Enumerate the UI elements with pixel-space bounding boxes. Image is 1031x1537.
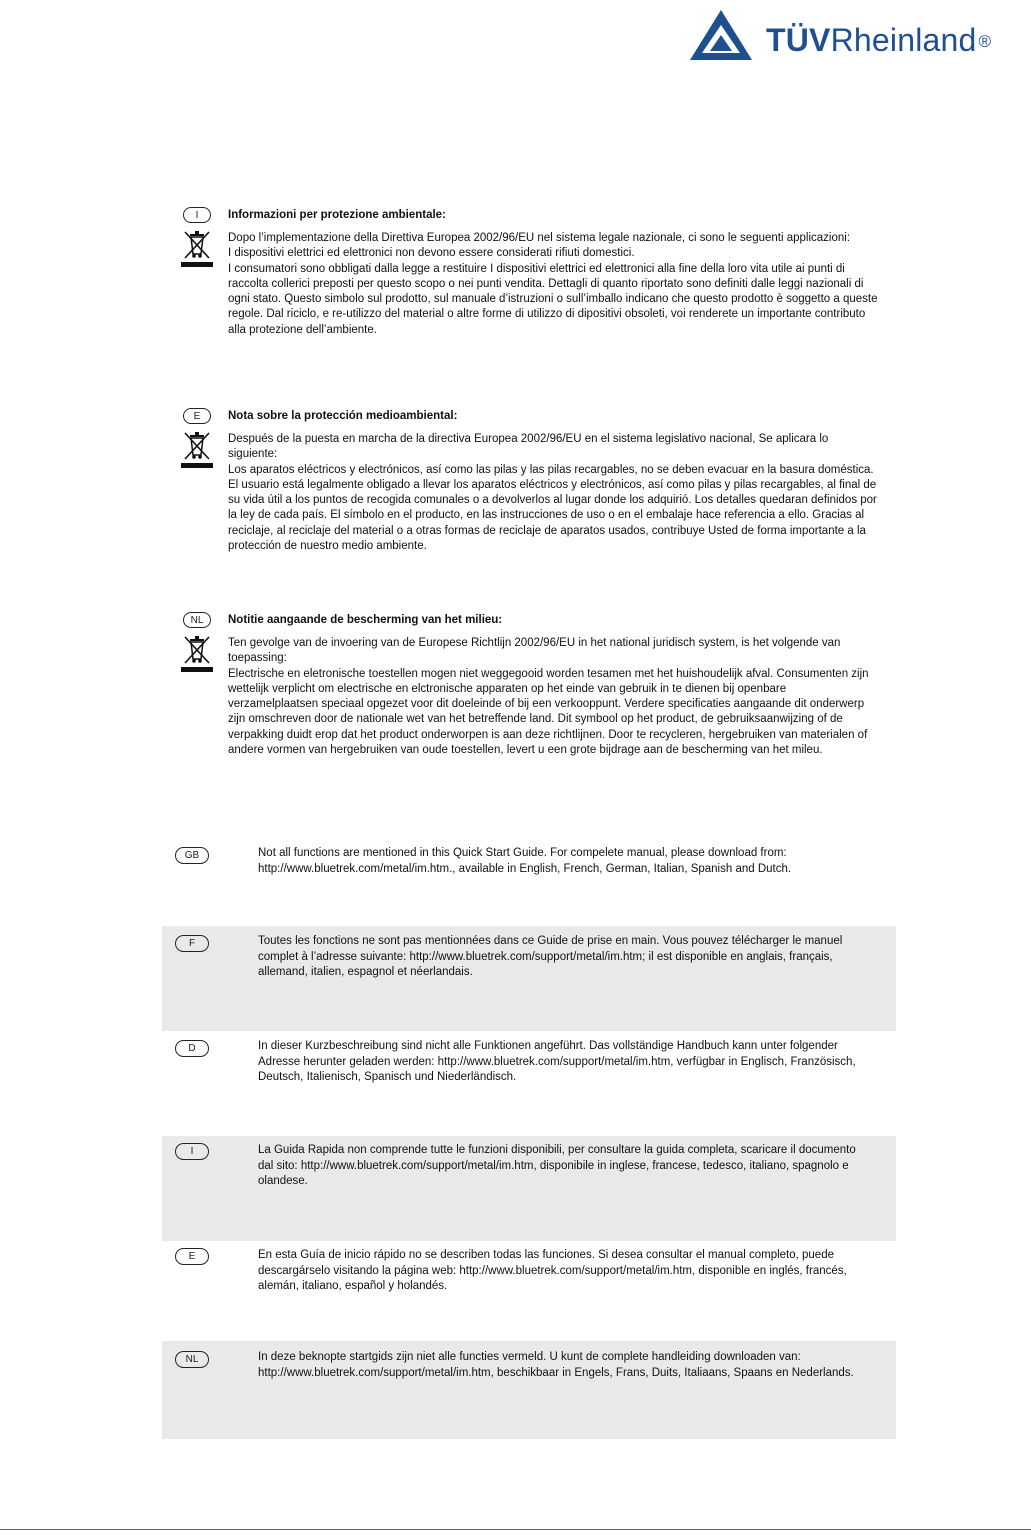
language-badge: I — [175, 1143, 209, 1160]
language-badge: GB — [175, 847, 209, 864]
language-badge: E — [183, 408, 211, 424]
quickstart-de — [162, 1031, 896, 1136]
quickstart-text: Not all functions are mentioned in this Quick Start Guide. For compelete manual, please download from: http://www.bluetrek.com/metal/im.htm., available in English, French, German, Italian, Spanish and Dutch. — [258, 847, 792, 875]
section-body: Después de la puesta en marcha de la directiva Europea 2002/96/EU en el sistema legislativo nacional, Se aplicara lo siguiente: Los aparatos eléctricos y electrónicos, así como las pilas y las pilas recargables, no se deben evacuar en la basura doméstica. El usuario está legalmente obligado a llevar los aparatos eléctricos y electrónicos, así como pilas y pilas recargables, al final de su vida útil a los puntos de recogida comunales o a devolverlos al lugar donde los adquirió. Los detalles quedaran definidos por la ley de cada país. El símbolo en el producto, en las instrucciones de uso o en el embalaje hace referencia a ello. Gracias al reciclaje, al reciclaje del material o a otras formas de reciclaje de aparatos usados, contribuye Usted de forma importante a la protección de nuestro medio ambiente. — [228, 433, 877, 553]
language-badge: NL — [183, 612, 211, 628]
bin-underline-bar — [181, 262, 213, 267]
crossed-bin-icon — [180, 227, 214, 261]
quickstart-text: La Guida Rapida non comprende tutte le funzioni disponibili, per consultare la guida completa, scaricare il documento dal sito: http://www.bluetrek.com/support/metal/im.htm, disponibile in inglese, francese, tedesco, italiano, spagnolo e olandese. — [258, 1144, 856, 1187]
section-heading: Nota sobre la protección medioambiental: — [228, 410, 458, 422]
brand-name: TÜVRheinland ® — [766, 22, 992, 58]
triangle-logo-icon — [688, 8, 754, 64]
quickstart-fr — [162, 926, 896, 1031]
env-section-it — [180, 207, 880, 382]
section-body: Ten gevolge van de invoering van de Europese Richtlijn 2002/96/EU in het national juridisch system, is het volgende van toepassing: Electrische en eletronische toestellen mogen niet weggegooid worden tesamen met het huishoudelijk afval. Consumenten zijn wettelijk verplicht om electrische en elctronische apparaten op het einde van gebruik in te dienen bij openbare verzamelplaatsen speciaal opgezet voor dit doeleinde of bij een verkooppunt. Verdere specificaties aangaande dit onderwerp zijn omschreven door de nationale wet van het betreffende land. Dit symbool op het product, de gebruiksaanwijzing of de verpakking duidt erop dat het product onderworpen is aan deze richtlijnen. Door te recycleren, hergebruiken van materialen of andere vormen van hergebruiken van oude toestellen, levert u een grote bijdrage aan de bescherming van het mileu. — [228, 637, 869, 757]
footer-divider — [0, 1529, 1031, 1530]
bin-underline-bar — [181, 463, 213, 468]
language-badge: NL — [175, 1351, 209, 1368]
language-badge: D — [175, 1040, 209, 1057]
env-section-nl — [180, 612, 880, 802]
language-badge: F — [175, 935, 209, 952]
language-badge: E — [175, 1248, 209, 1265]
tuv-rheinland-logo — [688, 8, 1018, 70]
env-section-es — [180, 408, 880, 583]
quickstart-es — [162, 1241, 896, 1341]
quickstart-text: In deze beknopte startgids zijn niet alle functies vermeld. U kunt de complete handleiding downloaden van: http://www.bluetrek.com/support/metal/im.htm, beschikbaar in Engels, Frans, Duits, Italiaans, Spaans en Nederlands. — [258, 1351, 854, 1379]
quickstart-text: Toutes les fonctions ne sont pas mentionnées dans ce Guide de prise en main. Vous pouvez télécharger le manuel complet à l’adresse suivante: http://www.bluetrek.com/support/metal/im.htm; il est disponible en anglais, français, allemand, italien, espagnol et néerlandais. — [258, 935, 843, 978]
section-body: Dopo l’implementazione della Direttiva Europea 2002/96/EU nel sistema legale nazionale, ci sono le seguenti applicazioni: I dispositivi elettrici ed elettronici non devono essere considerati rifiuti domestici. I consumatori sono obbligati dalla legge a restituire I dispositivi elettrici ed elettronici alla fine della loro vita utile ai punti di raccolta collerici preposti per questo scopo o nei punti vendita. Dettagli di quanto riportato sono definiti dalle leggi nazionali di ogni stato. Questo simbolo sul prodotto, sul manuale d’istruzioni o sull’imballo indicano che questo prodotto è soggetto a queste regole. Dal riciclo, e re-utilizzo del material o altre forme di utilizzo di dipositivi obsoleti, voi renderete un importante contributo alla protezione dell’ambiente. — [228, 232, 878, 336]
quickstart-gb — [162, 836, 896, 926]
language-badge: I — [183, 207, 211, 223]
quickstart-text: En esta Guía de inicio rápido no se describen todas las funciones. Si desea consultar el manual completo, puede descargárselo visitando la página web: http://www.bluetrek.com/support/metal/im.htm, disponible en inglés, francés, alemán, italiano, español y holandés. — [258, 1249, 847, 1292]
crossed-bin-icon — [180, 428, 214, 462]
crossed-bin-icon — [180, 632, 214, 666]
quickstart-nl — [162, 1341, 896, 1439]
section-heading: Informazioni per protezione ambientale: — [228, 209, 446, 221]
bin-underline-bar — [181, 667, 213, 672]
quickstart-it — [162, 1136, 896, 1241]
section-heading: Notitie aangaande de bescherming van het milieu: — [228, 614, 503, 626]
quickstart-text: In dieser Kurzbeschreibung sind nicht alle Funktionen angeführt. Das vollständige Handbuch kann unter folgender Adresse herunter geladen werden: http://www.bluetrek.com/support/metal/im.htm, verfügbar in Englisch, Französisch, Deutsch, Italienisch, Spanisch und Niederländisch. — [258, 1040, 856, 1083]
